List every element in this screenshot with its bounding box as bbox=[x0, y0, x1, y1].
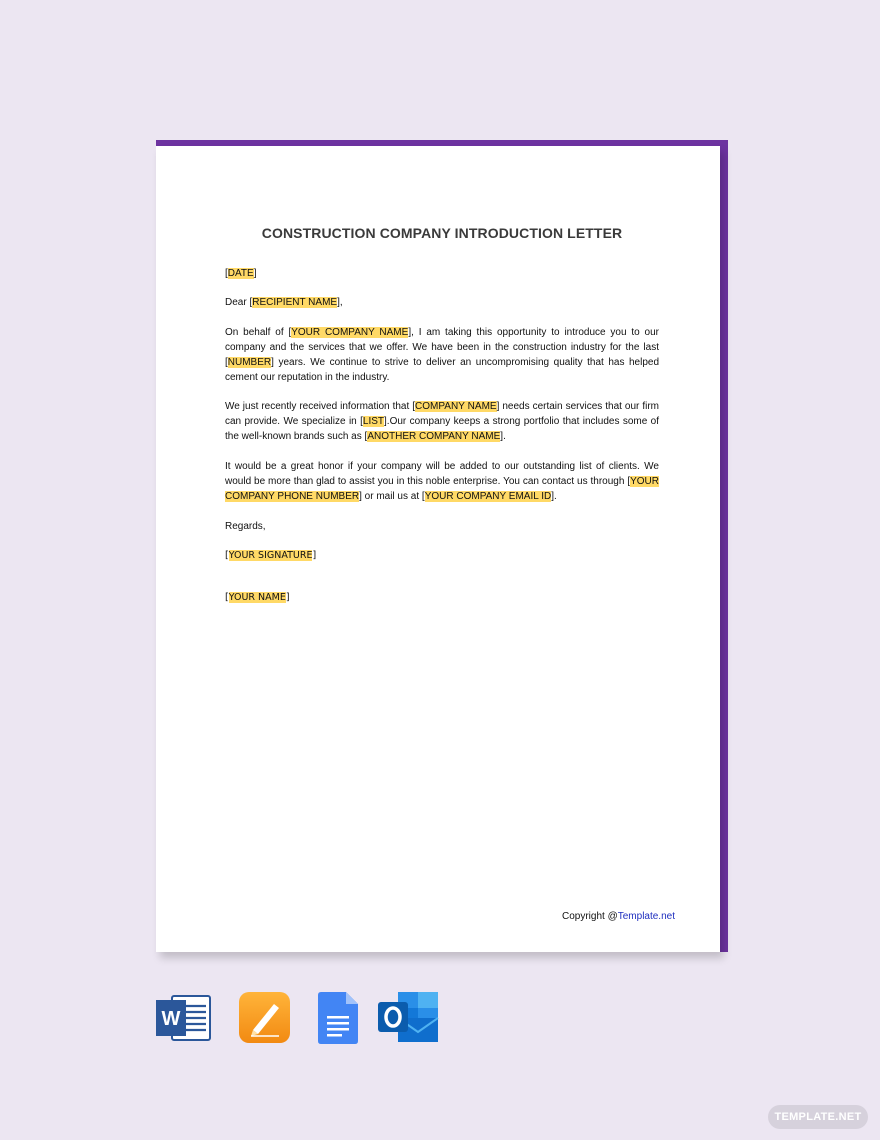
template-link[interactable]: Template.net bbox=[617, 911, 675, 922]
paragraph-3: It would be a great honor if your company will be added to our outstanding list of clients. We would be more than glad to assist you in this noble enterprise. You can contact us through [YOUR COMPANY PHONE NUMBER] or mail us at [YOUR COMPANY EMAIL ID]. bbox=[225, 461, 659, 502]
phone-placeholder: YOUR COMPANY PHONE NUMBER bbox=[225, 476, 659, 502]
pages-icon[interactable] bbox=[239, 992, 291, 1049]
company-name-placeholder: YOUR COMPANY NAME bbox=[291, 327, 409, 338]
list-placeholder: LIST bbox=[362, 416, 385, 427]
recipient-placeholder: RECIPIENT NAME bbox=[252, 297, 338, 308]
closing: Regards, bbox=[225, 521, 266, 532]
letter-title: CONSTRUCTION COMPANY INTRODUCTION LETTER bbox=[261, 225, 623, 241]
email-placeholder: YOUR COMPANY EMAIL ID bbox=[424, 491, 552, 502]
outlook-icon[interactable] bbox=[378, 992, 440, 1049]
letter-page bbox=[156, 146, 720, 952]
document-preview bbox=[156, 140, 728, 954]
signature-line: [YOUR SIGNATURE] bbox=[225, 550, 317, 561]
signature-placeholder: YOUR SIGNATURE bbox=[228, 550, 313, 561]
client-company-placeholder: COMPANY NAME bbox=[415, 401, 497, 412]
another-company-placeholder: ANOTHER COMPANY NAME bbox=[367, 431, 501, 442]
svg-text:W: W bbox=[161, 1008, 181, 1030]
name-line: [YOUR NAME] bbox=[225, 592, 290, 603]
date-placeholder: DATE bbox=[227, 268, 254, 279]
template-net-watermark: TEMPLATE.NET bbox=[768, 1105, 868, 1129]
number-placeholder: NUMBER bbox=[227, 357, 272, 368]
name-placeholder: YOUR NAME bbox=[228, 592, 286, 603]
google-docs-icon[interactable] bbox=[318, 992, 358, 1049]
copyright: Copyright @Template.net bbox=[562, 911, 675, 922]
date-line: [DATE] bbox=[225, 268, 257, 279]
word-icon[interactable] bbox=[156, 992, 212, 1049]
paragraph-2: We just recently received information that [COMPANY NAME] needs certain services that our firm can provide. We specialize in [LIST].Our company keeps a strong portfolio that includes some of the well-known brands such as [ANOTHER COMPANY NAME]. bbox=[225, 401, 660, 442]
paragraph-1: On behalf of [YOUR COMPANY NAME], I am taking this opportunity to introduce you to our company and the services that we offer. We have been in the construction industry for the last [NUMBER] years. We continue to strive to deliver an uncompromising quality that has helped cement our reputation in the industry. bbox=[225, 327, 660, 383]
salutation: Dear [RECIPIENT NAME], bbox=[225, 297, 343, 308]
